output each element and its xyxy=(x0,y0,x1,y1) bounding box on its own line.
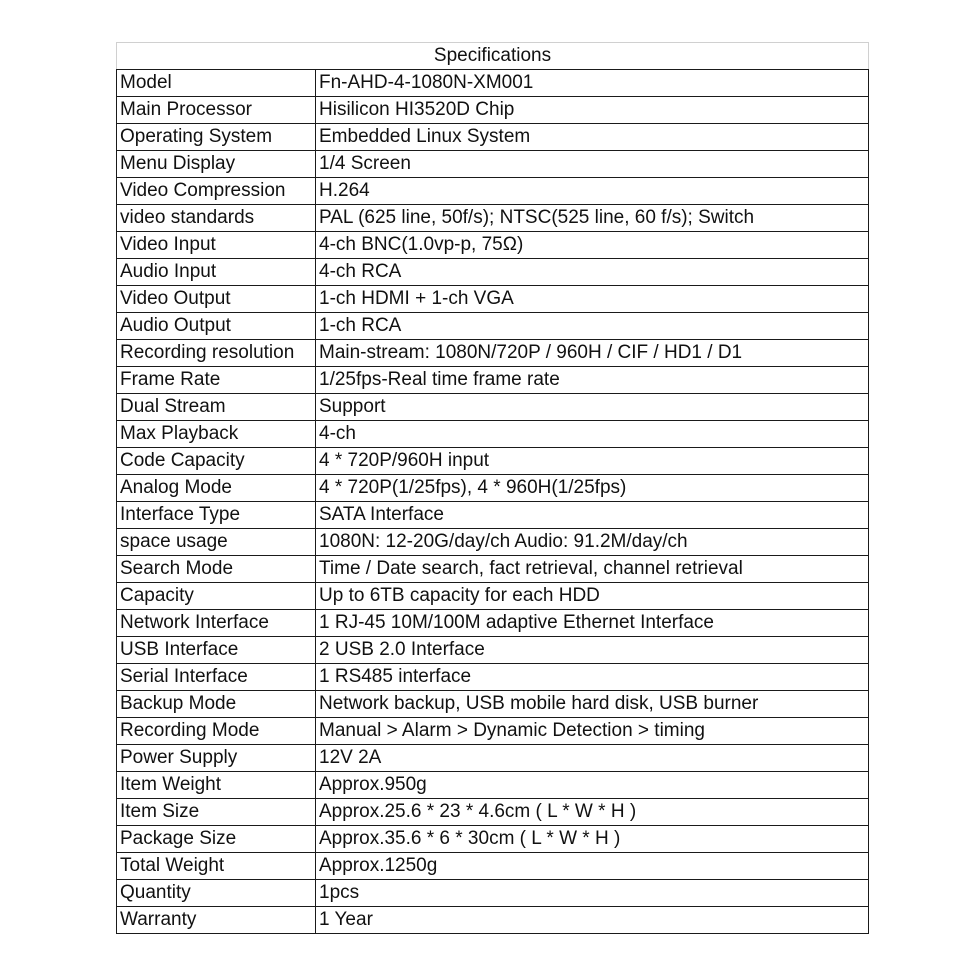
spec-value: 4 * 720P/960H input xyxy=(316,448,869,475)
spec-label: Menu Display xyxy=(117,151,316,178)
spec-label: Item Size xyxy=(117,799,316,826)
spec-value: Approx.950g xyxy=(316,772,869,799)
table-row xyxy=(117,421,869,448)
spec-value: 1-ch HDMI + 1-ch VGA xyxy=(316,286,869,313)
spec-label: space usage xyxy=(117,529,316,556)
spec-value: 4-ch xyxy=(316,421,869,448)
spec-label: Operating System xyxy=(117,124,316,151)
spec-value: 12V 2A xyxy=(316,745,869,772)
spec-label: Interface Type xyxy=(117,502,316,529)
spec-value: 1 RS485 interface xyxy=(316,664,869,691)
spec-value: 1pcs xyxy=(316,880,869,907)
spec-value: 1/4 Screen xyxy=(316,151,869,178)
table-row xyxy=(117,664,869,691)
spec-label: Video Output xyxy=(117,286,316,313)
specifications-table xyxy=(116,42,869,934)
spec-label: Analog Mode xyxy=(117,475,316,502)
spec-label: Quantity xyxy=(117,880,316,907)
table-row xyxy=(117,799,869,826)
spec-label: Package Size xyxy=(117,826,316,853)
table-row xyxy=(117,691,869,718)
table-row xyxy=(117,178,869,205)
spec-label: Serial Interface xyxy=(117,664,316,691)
spec-value: Approx.35.6 * 6 * 30cm ( L * W * H ) xyxy=(316,826,869,853)
spec-value: Main-stream: 1080N/720P / 960H / CIF / HD1 / D1 xyxy=(316,340,869,367)
spec-value: Approx.25.6 * 23 * 4.6cm ( L * W * H ) xyxy=(316,799,869,826)
spec-label: Code Capacity xyxy=(117,448,316,475)
table-row xyxy=(117,853,869,880)
table-row xyxy=(117,880,869,907)
spec-value: Embedded Linux System xyxy=(316,124,869,151)
table-body xyxy=(117,70,869,934)
spec-label: Audio Output xyxy=(117,313,316,340)
spec-label: Power Supply xyxy=(117,745,316,772)
spec-label: Dual Stream xyxy=(117,394,316,421)
table-row xyxy=(117,556,869,583)
spec-label: Main Processor xyxy=(117,97,316,124)
spec-label: Recording Mode xyxy=(117,718,316,745)
table-title: Specifications xyxy=(117,43,869,70)
spec-label: video standards xyxy=(117,205,316,232)
table-row xyxy=(117,448,869,475)
spec-value: Up to 6TB capacity for each HDD xyxy=(316,583,869,610)
spec-label: Audio Input xyxy=(117,259,316,286)
table-title-row xyxy=(117,43,869,70)
spec-value: 4-ch RCA xyxy=(316,259,869,286)
spec-value: Hisilicon HI3520D Chip xyxy=(316,97,869,124)
table-row xyxy=(117,502,869,529)
table-row xyxy=(117,124,869,151)
spec-label: Model xyxy=(117,70,316,97)
spec-label: Item Weight xyxy=(117,772,316,799)
table-row xyxy=(117,205,869,232)
spec-label: Search Mode xyxy=(117,556,316,583)
spec-label: Backup Mode xyxy=(117,691,316,718)
spec-value: Manual > Alarm > Dynamic Detection > timing xyxy=(316,718,869,745)
spec-value: 4-ch BNC(1.0vp-p, 75Ω) xyxy=(316,232,869,259)
spec-value: 1 Year xyxy=(316,907,869,934)
table-row xyxy=(117,232,869,259)
table-row xyxy=(117,70,869,97)
table-row xyxy=(117,367,869,394)
spec-label: Frame Rate xyxy=(117,367,316,394)
table-row xyxy=(117,907,869,934)
table-row xyxy=(117,475,869,502)
spec-value: 1 RJ-45 10M/100M adaptive Ethernet Interface xyxy=(316,610,869,637)
spec-value: 2 USB 2.0 Interface xyxy=(316,637,869,664)
spec-label: Video Compression xyxy=(117,178,316,205)
table-row xyxy=(117,151,869,178)
spec-label: Video Input xyxy=(117,232,316,259)
spec-value: Time / Date search, fact retrieval, channel retrieval xyxy=(316,556,869,583)
table-row xyxy=(117,637,869,664)
spec-label: Capacity xyxy=(117,583,316,610)
table-row xyxy=(117,97,869,124)
spec-value: H.264 xyxy=(316,178,869,205)
spec-label: USB Interface xyxy=(117,637,316,664)
table-row xyxy=(117,718,869,745)
spec-value: PAL (625 line, 50f/s); NTSC(525 line, 60 f/s); Switch xyxy=(316,205,869,232)
spec-value: Fn-AHD-4-1080N-XM001 xyxy=(316,70,869,97)
spec-value: SATA Interface xyxy=(316,502,869,529)
spec-value: 1-ch RCA xyxy=(316,313,869,340)
spec-value: 1080N: 12-20G/day/ch Audio: 91.2M/day/ch xyxy=(316,529,869,556)
spec-value: Approx.1250g xyxy=(316,853,869,880)
spec-label: Total Weight xyxy=(117,853,316,880)
table-row xyxy=(117,826,869,853)
table-row xyxy=(117,583,869,610)
table-row xyxy=(117,529,869,556)
spec-value: 4 * 720P(1/25fps), 4 * 960H(1/25fps) xyxy=(316,475,869,502)
table-row xyxy=(117,313,869,340)
table-row xyxy=(117,745,869,772)
spec-label: Network Interface xyxy=(117,610,316,637)
table-row xyxy=(117,340,869,367)
table-row xyxy=(117,610,869,637)
spec-label: Recording resolution xyxy=(117,340,316,367)
table-row xyxy=(117,772,869,799)
table-row xyxy=(117,286,869,313)
table-row xyxy=(117,394,869,421)
spec-value: 1/25fps-Real time frame rate xyxy=(316,367,869,394)
spec-value: Network backup, USB mobile hard disk, USB burner xyxy=(316,691,869,718)
spec-label: Max Playback xyxy=(117,421,316,448)
spec-value: Support xyxy=(316,394,869,421)
table-row xyxy=(117,259,869,286)
spec-label: Warranty xyxy=(117,907,316,934)
